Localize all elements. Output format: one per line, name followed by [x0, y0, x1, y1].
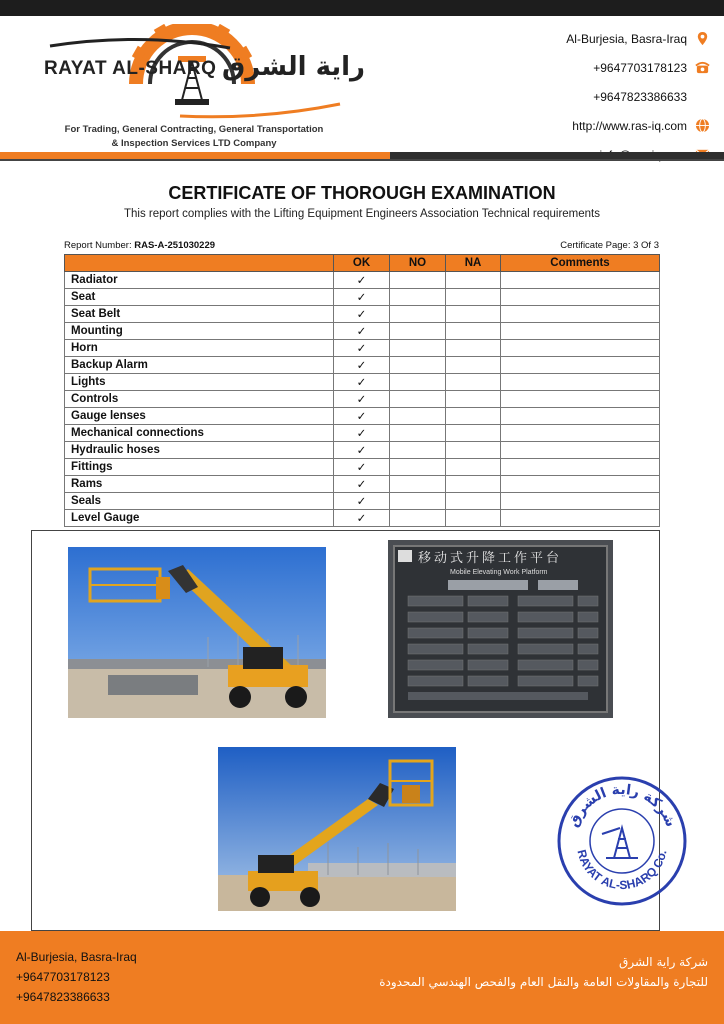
row-na-cell	[446, 374, 501, 391]
row-comments-cell	[501, 442, 660, 459]
document-subtitle: This report complies with the Lifting Equipment Engineers Association Technical requirements	[123, 208, 600, 220]
row-comments-cell	[501, 357, 660, 374]
row-item-label: Fittings	[65, 459, 334, 476]
row-item-label: Seat Belt	[65, 306, 334, 323]
row-na-cell	[446, 493, 501, 510]
contact-website[interactable]: http://www.ras-iq.com	[572, 118, 687, 133]
row-no-cell	[390, 374, 446, 391]
company-name-en: RAYAT AL-SHARQ	[44, 58, 217, 79]
row-item-label: Lights	[65, 374, 334, 391]
row-comments-cell	[501, 493, 660, 510]
row-comments-cell	[501, 272, 660, 289]
contact-phone2-row	[566, 82, 710, 111]
stamp-text-ar: شركة راية الشرق	[565, 781, 679, 830]
table-row	[65, 374, 660, 391]
row-no-cell	[390, 408, 446, 425]
header-no: NO	[390, 255, 446, 272]
row-item-label: Mechanical connections	[65, 425, 334, 442]
row-ok-cell: ✓	[334, 374, 390, 391]
phone-icon	[695, 60, 710, 75]
footer-contact	[16, 947, 137, 1007]
contact-address: Al-Burjesia, Basra-Iraq	[566, 31, 687, 46]
row-comments-cell	[501, 374, 660, 391]
report-number-value: RAS-A-251030229	[134, 240, 216, 251]
row-item-label: Controls	[65, 391, 334, 408]
header-separator-line	[0, 159, 724, 161]
row-comments-cell	[501, 425, 660, 442]
table-row	[65, 442, 660, 459]
footer-company-ar	[379, 952, 708, 992]
header-separator-dark	[390, 152, 724, 159]
certificate-page: Certificate Page: 3 Of 3	[560, 240, 659, 251]
contact-website-row	[566, 111, 710, 140]
tagline-line-1: For Trading, General Contracting, General Transportation	[64, 124, 324, 135]
row-ok-cell: ✓	[334, 357, 390, 374]
row-na-cell	[446, 289, 501, 306]
row-na-cell	[446, 357, 501, 374]
row-comments-cell	[501, 476, 660, 493]
row-na-cell	[446, 391, 501, 408]
top-bar	[0, 0, 724, 16]
table-row	[65, 289, 660, 306]
table-row	[65, 306, 660, 323]
stamp-text-en: RAYAT AL-SHARQ Co.	[574, 848, 670, 893]
company-stamp	[555, 774, 689, 908]
footer-phone-1: +9647703178123	[16, 970, 110, 984]
row-no-cell	[390, 289, 446, 306]
inspection-table-body	[65, 272, 660, 527]
row-no-cell	[390, 459, 446, 476]
row-comments-cell	[501, 340, 660, 357]
table-row	[65, 323, 660, 340]
row-comments-cell	[501, 459, 660, 476]
row-item-label: Horn	[65, 340, 334, 357]
footer	[0, 931, 724, 1024]
footer-ar-line-1: شركة راية الشرق	[619, 955, 708, 969]
row-item-label: Seat	[65, 289, 334, 306]
header-ok: OK	[334, 255, 390, 272]
row-no-cell	[390, 476, 446, 493]
nameplate-photo	[388, 540, 613, 718]
table-header-row	[65, 255, 660, 272]
row-comments-cell	[501, 306, 660, 323]
row-item-label: Backup Alarm	[65, 357, 334, 374]
row-item-label: Radiator	[65, 272, 334, 289]
boom-lift-photo-2	[218, 747, 456, 911]
footer-address: Al-Burjesia, Basra-Iraq	[16, 950, 137, 964]
contact-phone-2: +9647823386633	[593, 89, 687, 104]
row-item-label: Gauge lenses	[65, 408, 334, 425]
row-na-cell	[446, 272, 501, 289]
row-comments-cell	[501, 391, 660, 408]
row-no-cell	[390, 306, 446, 323]
report-number-label: Report Number:	[64, 240, 132, 251]
row-ok-cell: ✓	[334, 306, 390, 323]
location-pin-icon	[695, 31, 710, 46]
table-row	[65, 476, 660, 493]
row-no-cell	[390, 357, 446, 374]
table-row	[65, 459, 660, 476]
row-ok-cell: ✓	[334, 476, 390, 493]
table-row	[65, 272, 660, 289]
row-comments-cell	[501, 510, 660, 527]
svg-text:شركة راية الشرق	[565, 782, 678, 830]
row-na-cell	[446, 306, 501, 323]
table-row	[65, 425, 660, 442]
row-na-cell	[446, 459, 501, 476]
row-no-cell	[390, 442, 446, 459]
row-ok-cell: ✓	[334, 391, 390, 408]
nameplate-title-cn: 移动式升降工作平台	[418, 551, 563, 566]
contact-phone1-row	[566, 53, 710, 82]
row-ok-cell: ✓	[334, 408, 390, 425]
row-na-cell	[446, 510, 501, 527]
nameplate-title-en: Mobile Elevating Work Platform	[450, 569, 548, 576]
row-ok-cell: ✓	[334, 510, 390, 527]
report-number	[64, 240, 215, 251]
boom-lift-photo-1	[68, 547, 326, 718]
footer-phone-2: +9647823386633	[16, 990, 110, 1004]
contact-address-row	[566, 24, 710, 53]
row-no-cell	[390, 391, 446, 408]
table-row	[65, 340, 660, 357]
row-na-cell	[446, 442, 501, 459]
row-no-cell	[390, 323, 446, 340]
globe-icon	[695, 118, 710, 133]
row-no-cell	[390, 340, 446, 357]
row-no-cell	[390, 425, 446, 442]
inspection-table	[64, 254, 660, 527]
row-item-label: Seals	[65, 493, 334, 510]
table-row	[65, 493, 660, 510]
footer-ar-line-2: للتجارة والمقاولات العامة والنقل العام والفحص الهندسي المحدودة	[379, 975, 708, 989]
header-na: NA	[446, 255, 501, 272]
row-ok-cell: ✓	[334, 442, 390, 459]
header-comments: Comments	[501, 255, 660, 272]
row-ok-cell: ✓	[334, 340, 390, 357]
row-na-cell	[446, 340, 501, 357]
row-item-label: Hydraulic hoses	[65, 442, 334, 459]
table-row	[65, 357, 660, 374]
row-no-cell	[390, 510, 446, 527]
table-row	[65, 510, 660, 527]
contact-block	[566, 24, 710, 169]
row-no-cell	[390, 493, 446, 510]
row-item-label: Mounting	[65, 323, 334, 340]
document-title: CERTIFICATE OF THOROUGH EXAMINATION	[168, 183, 556, 203]
company-name-ar: راية الشرق	[222, 52, 366, 82]
row-comments-cell	[501, 323, 660, 340]
company-tagline	[44, 123, 344, 151]
row-na-cell	[446, 408, 501, 425]
row-ok-cell: ✓	[334, 272, 390, 289]
tagline-line-2: & Inspection Services LTD Company	[111, 138, 277, 149]
row-ok-cell: ✓	[334, 323, 390, 340]
header-item	[65, 255, 334, 272]
row-item-label: Level Gauge	[65, 510, 334, 527]
row-ok-cell: ✓	[334, 289, 390, 306]
row-comments-cell	[501, 289, 660, 306]
svg-text:RAYAT AL-SHARQ Co.	[574, 848, 669, 892]
row-comments-cell	[501, 408, 660, 425]
row-no-cell	[390, 272, 446, 289]
header-separator-orange	[0, 152, 390, 159]
table-row	[65, 408, 660, 425]
row-na-cell	[446, 425, 501, 442]
row-item-label: Rams	[65, 476, 334, 493]
row-na-cell	[446, 323, 501, 340]
row-ok-cell: ✓	[334, 459, 390, 476]
contact-phone-1: +9647703178123	[593, 60, 687, 75]
row-ok-cell: ✓	[334, 425, 390, 442]
table-row	[65, 391, 660, 408]
row-na-cell	[446, 476, 501, 493]
row-ok-cell: ✓	[334, 493, 390, 510]
